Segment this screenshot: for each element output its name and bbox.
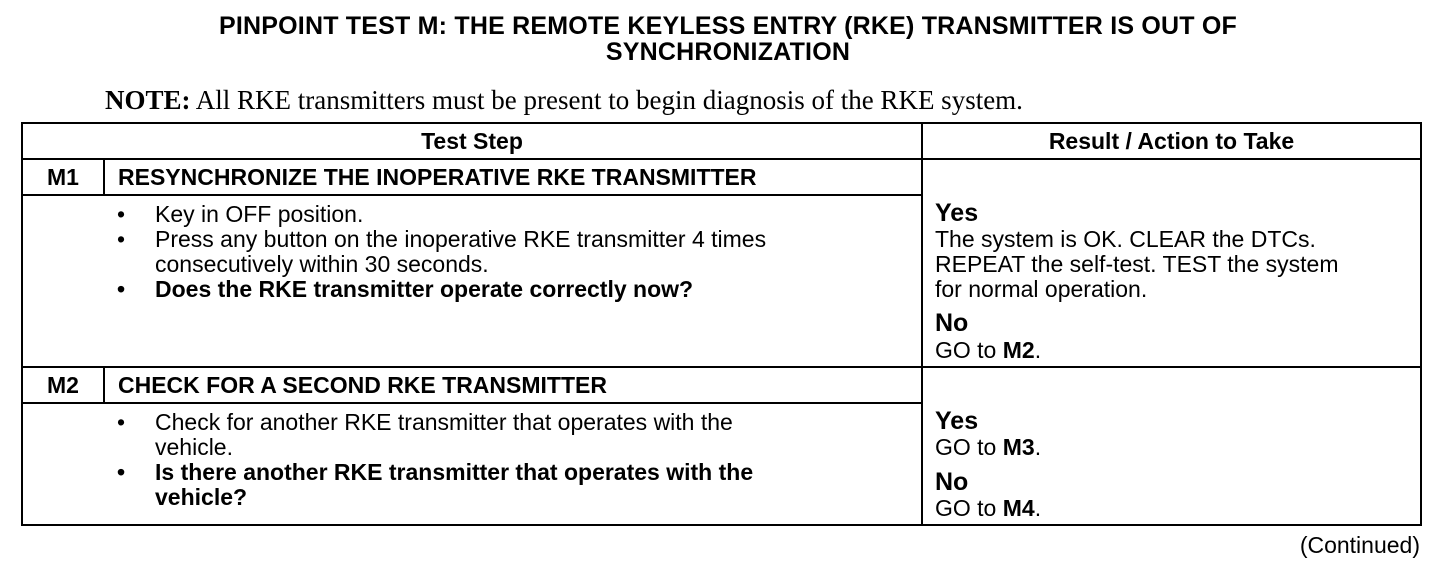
bullet-icon: • [117,276,126,302]
bullet-icon: • [117,409,126,435]
m1-yes-line-2: REPEAT the self-test. TEST the system [935,251,1339,277]
continued-label: (Continued) [1299,532,1420,558]
header-divider [23,158,1420,160]
m1-no-suffix: . [1034,337,1042,363]
bullet-icon: • [117,226,126,252]
m1-no-target-link[interactable]: M2 [1002,337,1035,363]
m2-bullet-1-text-line-2: vehicle. [155,434,233,460]
page-title-line-1: PINPOINT TEST M: THE REMOTE KEYLESS ENTRY (RKE) TRANSMITTER IS OUT OF [219,12,1237,40]
m2-title-divider [23,402,921,404]
m2-yes-label: Yes [935,407,979,435]
m1-bullet-2-text-line-2: consecutively within 30 seconds. [155,251,489,277]
m1-bullet-1-text: Key in OFF position. [155,201,364,227]
m1-yes-label: Yes [935,199,979,227]
m2-no-suffix: . [1034,495,1042,521]
bullet-icon: • [117,201,126,227]
header-result-action: Result / Action to Take [1048,128,1295,154]
header-test-step: Test Step [421,128,523,154]
m1-bullet-2-text-line-1: Press any button on the inoperative RKE transmitter 4 times [155,226,767,252]
m2-no-prefix: GO to [935,495,1003,521]
m2-no-action [935,496,1041,521]
m2-no-target-link[interactable]: M4 [1002,495,1035,521]
m1-no-label: No [935,309,969,337]
note-label: NOTE: [105,85,191,115]
m1-id-divider [103,158,105,196]
m2-bullet-2-question-line-2: vehicle? [155,484,248,510]
m1-yes-line-1: The system is OK. CLEAR the DTCs. [935,226,1316,252]
m1-no-prefix: GO to [935,337,1003,363]
note-text: All RKE transmitters must be present to begin diagnosis of the RKE system. [195,85,1023,115]
m2-yes-suffix: . [1034,434,1042,460]
step-divider [23,366,1420,368]
m2-yes-prefix: GO to [935,434,1003,460]
m1-yes-line-3: for normal operation. [935,276,1148,302]
m2-bullet-1-text-line-1: Check for another RKE transmitter that operates with the [155,409,733,435]
note [105,85,1023,115]
m1-title-divider [23,194,921,196]
m2-bullet-2-question-line-1: Is there another RKE transmitter that operates with the [155,459,754,485]
m1-bullet-3-question: Does the RKE transmitter operate correctly now? [155,276,694,302]
m1-no-action [935,338,1041,363]
bullet-icon: • [117,459,126,485]
m2-no-label: No [935,468,969,496]
pinpoint-test-table [21,122,1422,526]
step-id-m1: M1 [47,164,79,190]
step-title-m2: CHECK FOR A SECOND RKE TRANSMITTER [118,372,607,398]
m2-yes-action [935,435,1041,460]
m2-yes-target-link[interactable]: M3 [1002,434,1035,460]
step-id-m2: M2 [47,372,79,398]
m2-id-divider [103,366,105,404]
column-divider [921,124,923,524]
page-title-line-2: SYNCHRONIZATION [605,38,851,66]
step-title-m1: RESYNCHRONIZE THE INOPERATIVE RKE TRANSMITTER [118,164,757,190]
